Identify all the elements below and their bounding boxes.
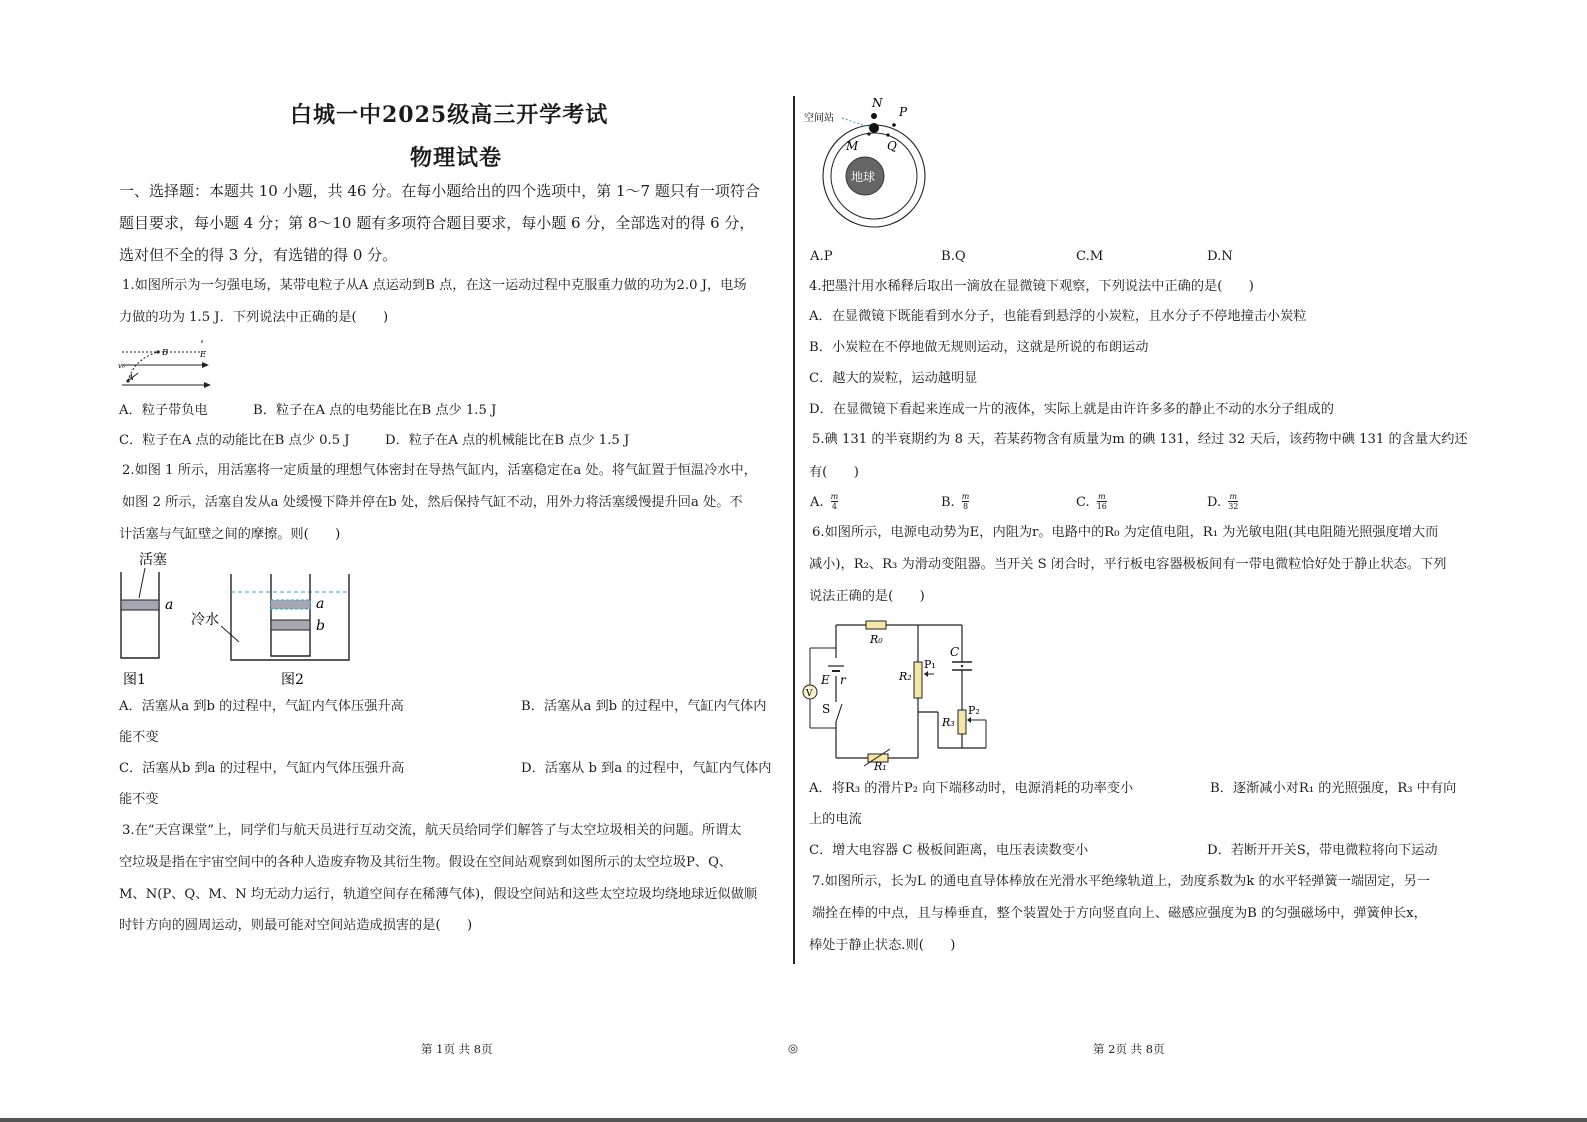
q5-option-a-den: 4 xyxy=(831,502,837,511)
section-line-3: 选对但不全的得 3 分，有选错的得 0 分。 xyxy=(119,246,398,264)
q3-debris-n xyxy=(871,113,877,119)
q1-option-d[interactable]: D．粒子在A 点的机械能比在B 点少 1.5 J xyxy=(385,433,630,448)
q3-label-n: N xyxy=(872,96,883,110)
q3-stem-line-2: 空垃圾是指在宇宙空间中的各种人造废弃物及其衍生物。假设在空间站观察到如图所示的太空垃圾P、Q、 xyxy=(119,855,733,870)
q4-option-d[interactable]: D．在显微镜下看起来连成一片的液体，实际上就是由许许多多的静止不动的水分子组成的 xyxy=(809,402,1334,417)
q6-resistor-r2 xyxy=(914,662,922,698)
q5-option-c-den: 16 xyxy=(1096,502,1107,511)
q1-label-v0: v₀ xyxy=(118,362,125,370)
q2-label-piston: 活塞 xyxy=(139,552,167,568)
q1-label-a: A xyxy=(128,373,134,382)
q6-label-s: S xyxy=(822,702,831,716)
q2-option-d-cont: 能不变 xyxy=(119,792,159,807)
q2-option-c[interactable]: C．活塞从b 到a 的过程中，气缸内气体压强升高 xyxy=(119,761,405,776)
q5-option-d-den: 32 xyxy=(1228,502,1239,511)
exam-title: 白城一中2025级高三开学考试 xyxy=(290,102,609,128)
q3-label-station: 空间站 xyxy=(804,113,834,124)
q2-option-b-cont: 能不变 xyxy=(119,730,159,745)
q5-option-c-num: m xyxy=(1098,492,1106,501)
q4-option-b[interactable]: B．小炭粒在不停地做无规则运动，这就是所说的布朗运动 xyxy=(809,340,1149,355)
q3-option-a[interactable]: A.P xyxy=(810,249,833,264)
q2-stem-line-2: 如图 2 所示，活塞自发从a 处缓慢下降并停在b 处，然后保持气缸不动，用外力将活塞缓慢提升回a 处。不 xyxy=(122,495,743,510)
q7-stem-line-3: 棒处于静止状态.则( ) xyxy=(809,938,956,953)
q6-label-r1: R₁ xyxy=(874,760,887,773)
q2-option-a[interactable]: A．活塞从a 到b 的过程中，气缸内气体压强升高 xyxy=(119,699,404,714)
q2-label-water: 冷水 xyxy=(191,612,219,628)
q7-stem-line-1: 7.如图所示，长为L 的通电直导体棒放在光滑水平绝缘轨道上，劲度系数为k 的水平轻弹簧一端固定，另一 xyxy=(812,874,1430,889)
q6-label-c: C xyxy=(950,645,960,659)
q5-option-a-num: m xyxy=(830,492,839,501)
q3-stem-line-1: 3.在“天宫课堂”上，同学们与航天员进行互动交流，航天员给同学们解答了与太空垃圾相关的问题。所谓太 xyxy=(122,823,742,838)
exam-subtitle: 物理试卷 xyxy=(410,145,503,171)
q5-option-d[interactable]: D. $\frac{m}{32}$ xyxy=(1207,492,1239,511)
q6-option-d[interactable]: D．若断开开关S，带电微粒将向下运动 xyxy=(1207,843,1438,858)
q1-field-diagram xyxy=(118,335,214,389)
q3-debris-p xyxy=(892,123,896,127)
q2-stem-line-1: 2.如图 1 所示，用活塞将一定质量的理想气体密封在导热气缸内，活塞稳定在a 处。将气缸置于恒温冷水中， xyxy=(122,463,757,478)
q3-label-q: Q xyxy=(887,139,897,153)
q6-resistor-r3 xyxy=(958,710,966,734)
q1-stem-line-2: 力做的功为 1.5 J．下列说法中正确的是( ) xyxy=(119,310,389,325)
q3-stem-line-3: M、N(P、Q、M、N 均无动力运行，轨道空间存在稀薄气体)，假设空间站和这些太空垃圾均绕地球近似做顺 xyxy=(119,887,758,902)
q5-option-c[interactable]: C. $\frac{m}{16}$ xyxy=(1076,492,1107,511)
q2-cylinder-diagram xyxy=(115,548,365,693)
q6-label-p2: P₂ xyxy=(968,704,980,717)
q2-label-b: b xyxy=(316,618,325,634)
q6-label-r0: R₀ xyxy=(870,633,883,646)
q4-stem: 4.把墨汁用水稀释后取出一滴放在显微镜下观察，下列说法中正确的是( ) xyxy=(809,279,1254,294)
q2-stem-line-3: 计活塞与气缸壁之间的摩擦。则( ) xyxy=(119,527,341,542)
q2-label-a-fig1: a xyxy=(165,597,174,613)
q1-label-b: B xyxy=(162,348,169,358)
q3-label-p: P xyxy=(899,105,908,119)
q6-option-a[interactable]: A．将R₃ 的滑片P₂ 向下端移动时，电源消耗的功率变小 xyxy=(809,781,1134,796)
q3-option-c[interactable]: C.M xyxy=(1076,249,1104,264)
q6-label-r: r xyxy=(840,673,846,687)
q1-point-b xyxy=(156,350,159,353)
q5-option-b-den: 8 xyxy=(963,502,969,511)
q5-option-d-num: m xyxy=(1229,492,1238,501)
q6-label-r3: R₃ xyxy=(942,716,955,729)
page-footer-right: 第 2页 共 8页 xyxy=(1093,1042,1165,1056)
q6-label-v: V xyxy=(806,689,813,699)
q1-option-b[interactable]: B．粒子在A 点的电势能比在B 点少 1.5 J xyxy=(253,403,497,418)
q6-resistor-r0 xyxy=(866,621,886,629)
page-footer-center: ◎ xyxy=(788,1041,799,1055)
q3-label-m: M xyxy=(846,139,859,153)
q6-option-b-cont: 上的电流 xyxy=(809,812,862,827)
q5-option-b-num: m xyxy=(961,492,970,501)
section-line-1: 一、选择题：本题共 10 小题，共 46 分。在每小题给出的四个选项中，第 1～7 题只有一项符合 xyxy=(119,182,760,200)
q4-option-a[interactable]: A．在显微镜下既能看到水分子，也能看到悬浮的小炭粒，且水分子不停地撞击小炭粒 xyxy=(809,309,1307,324)
q3-space-station xyxy=(869,123,879,133)
q6-label-e: E xyxy=(821,673,830,687)
q3-stem-line-4: 时针方向的圆周运动，则最可能对空间站造成损害的是( ) xyxy=(119,918,473,933)
q2-label-fig1: 图1 xyxy=(123,672,146,688)
q5-stem-line-1: 5.碘 131 的半衰期约为 8 天，若某药物含有质量为m 的碘 131，经过 32 天后，该药物中碘 131 的含量大约还 xyxy=(812,432,1468,447)
page-divider xyxy=(793,96,795,964)
q6-circuit-diagram xyxy=(800,612,1005,772)
q6-label-p1: P₁ xyxy=(924,658,936,671)
q6-stem-line-1: 6.如图所示，电源电动势为E，内阻为r。电路中的R₀ 为定值电阻，R₁ 为光敏电阻(其电阻随光照强度增大而 xyxy=(812,525,1439,540)
section-line-2: 题目要求，每小题 4 分；第 8～10 题有多项符合题目要求，每小题 6 分，全部选对的得 6 分， xyxy=(119,214,755,232)
q5-option-b[interactable]: B. $\frac{m}{8}$ xyxy=(941,492,970,511)
q1-option-a[interactable]: A．粒子带负电 xyxy=(119,403,208,418)
q1-label-e: E xyxy=(200,350,207,360)
q5-option-a[interactable]: A. $\frac{m}{4}$ xyxy=(810,492,839,511)
q6-option-b[interactable]: B．逐渐减小对R₁ 的光照强度，R₃ 中有向 xyxy=(1210,781,1457,796)
q2-label-a-fig2: a xyxy=(316,596,325,612)
q2-option-b[interactable]: B．活塞从a 到b 的过程中，气缸内气体内 xyxy=(521,699,767,714)
q3-option-b[interactable]: B.Q xyxy=(941,249,966,264)
q3-option-d[interactable]: D.N xyxy=(1207,249,1233,264)
q2-label-fig2: 图2 xyxy=(281,672,304,688)
q5-stem-line-2: 有( ) xyxy=(809,465,859,480)
q4-option-c[interactable]: C．越大的炭粒，运动越明显 xyxy=(809,371,978,386)
page-bottom-edge xyxy=(0,1118,1587,1122)
page-footer-left: 第 1页 共 8页 xyxy=(421,1042,493,1056)
q3-label-earth: 地球 xyxy=(851,170,876,184)
q6-stem-line-2: 减小)，R₂、R₃ 为滑动变阻器。当开关 S 闭合时，平行板电容器极板间有一带电微粒恰好处于静止状态。下列 xyxy=(809,557,1447,572)
q6-label-r2: R₂ xyxy=(899,670,912,683)
q1-option-c[interactable]: C．粒子在A 点的动能比在B 点少 0.5 J xyxy=(119,433,350,448)
q7-stem-line-2: 端拴在棒的中点，且与棒垂直，整个装置处于方向竖直向上、磁感应强度为B 的匀强磁场中，弹簧伸长x， xyxy=(812,906,1427,921)
q2-option-d[interactable]: D．活塞从 b 到a 的过程中，气缸内气体内 xyxy=(521,761,772,776)
q3-debris-q xyxy=(886,133,889,136)
q1-stem-line-1: 1.如图所示为一匀强电场，某带电粒子从A 点运动到B 点，在这一运动过程中克服重力做的功为2.0 J，电场 xyxy=(122,278,747,293)
q6-stem-line-3: 说法正确的是( ) xyxy=(809,589,925,604)
q3-orbit-diagram xyxy=(804,92,938,232)
q3-debris-m xyxy=(867,132,870,135)
q6-option-c[interactable]: C．增大电容器 C 极板间距离，电压表读数变小 xyxy=(809,843,1089,858)
